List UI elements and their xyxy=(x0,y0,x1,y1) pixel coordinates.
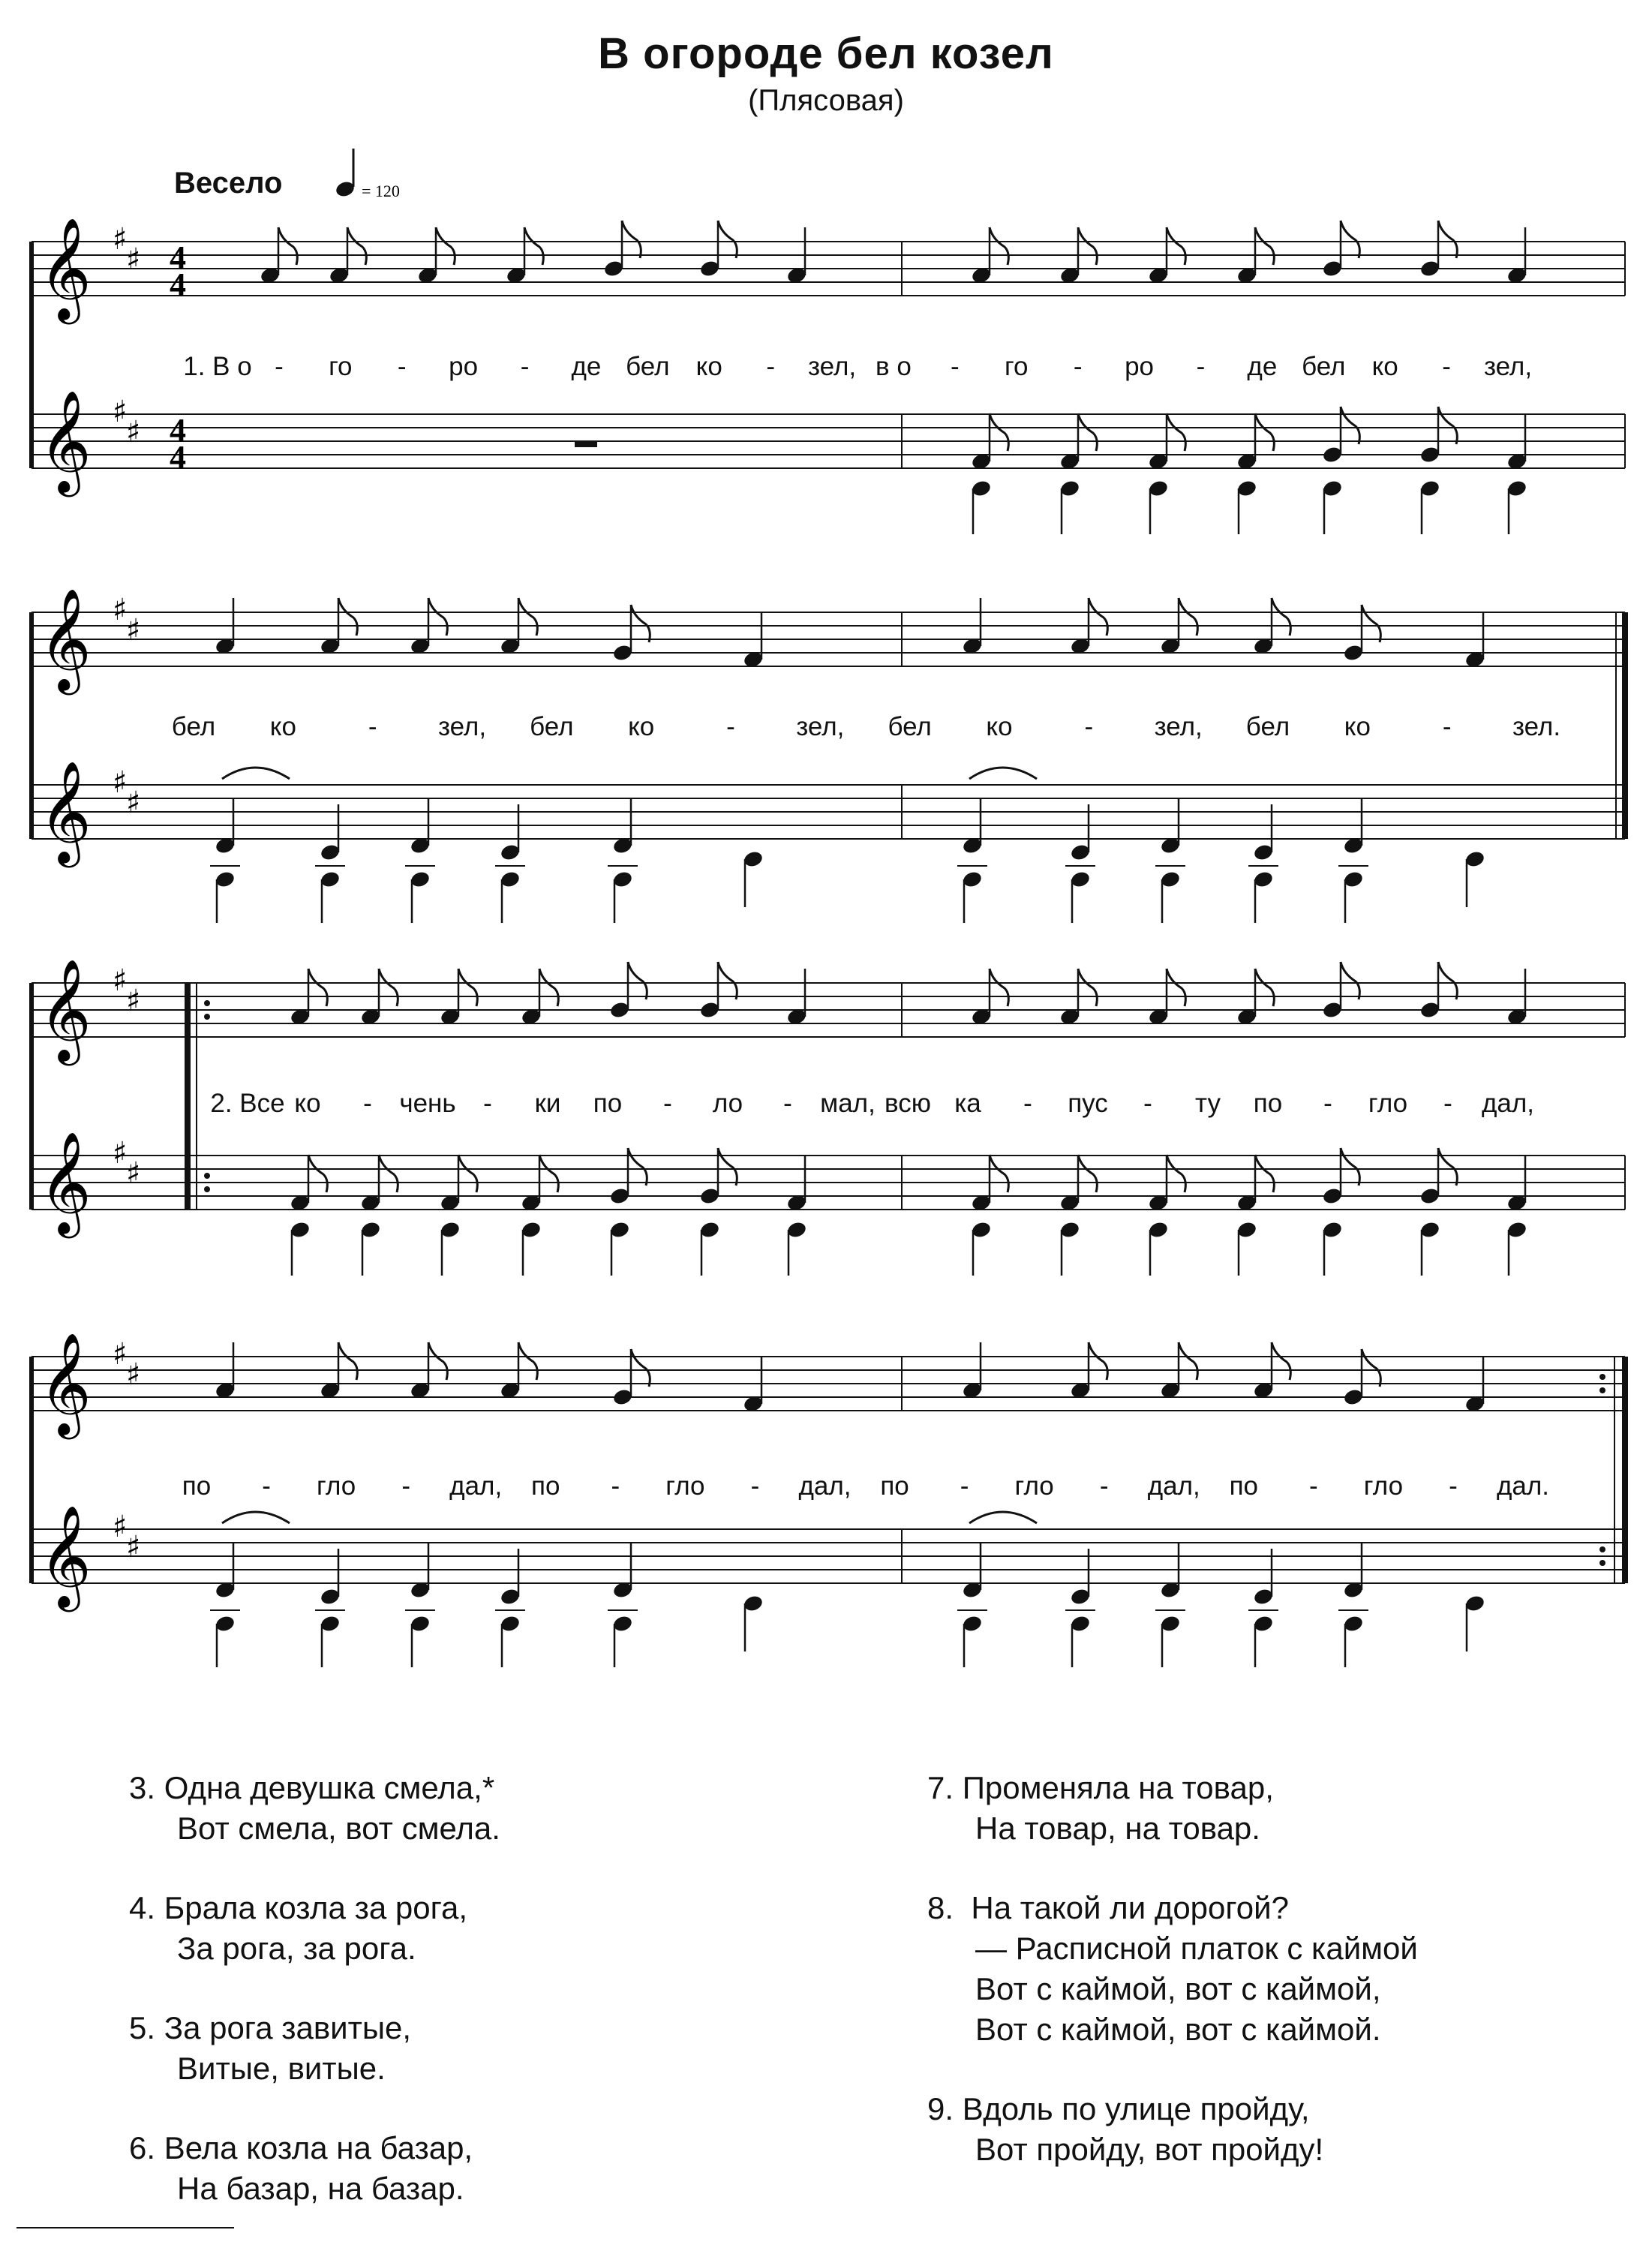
accomp-upper-note-flag xyxy=(458,1155,477,1192)
accomp-upper-note-flag xyxy=(1078,1155,1097,1192)
lyric-syllable: по xyxy=(531,1471,560,1501)
treble-clef: 𝄞 xyxy=(39,587,92,690)
accomp-upper-note-flag xyxy=(990,413,1008,451)
melody-note-flag xyxy=(631,605,650,642)
lyric-syllable: го xyxy=(329,352,353,381)
lyric-syllable: - xyxy=(1442,712,1452,741)
accomp-upper-note-flag xyxy=(308,1155,327,1192)
melody-note-flag xyxy=(347,227,366,265)
melody-note-flag xyxy=(1362,1349,1380,1387)
verse-line: 4. Брала козла за рога, xyxy=(129,1890,467,1925)
lyric-syllable: мал, xyxy=(820,1089,876,1118)
repeat-dot xyxy=(1599,1546,1605,1552)
lyric-syllable: гло xyxy=(1363,1471,1404,1501)
lyric-syllable: по xyxy=(593,1089,623,1118)
lyric-syllable: пус xyxy=(1068,1089,1108,1118)
sharp-c: ♯ xyxy=(126,786,141,820)
lyric-syllable: - xyxy=(262,1471,271,1501)
sharp-f: ♯ xyxy=(113,395,128,429)
sharp-f: ♯ xyxy=(113,222,128,257)
lyric-syllable: дал, xyxy=(1481,1089,1535,1118)
sharp-c: ♯ xyxy=(126,984,141,1018)
lyric-syllable: ло xyxy=(712,1089,743,1118)
melody-note-flag xyxy=(1341,221,1359,258)
lyric-syllable: по xyxy=(880,1471,909,1501)
sharp-f: ♯ xyxy=(113,1337,128,1372)
treble-clef: 𝄞 xyxy=(39,1504,92,1607)
melody-note-flag xyxy=(539,969,558,1006)
lyric-syllable: - xyxy=(766,352,775,381)
time-signature-top: 4 xyxy=(170,239,186,276)
verse-line: Вот с каймой, вот с каймой, xyxy=(975,1971,1381,2006)
verse xyxy=(927,1888,1418,2050)
verse-line: Вот пройду, вот пройду! xyxy=(975,2132,1324,2167)
lyric-syllable: дал, xyxy=(449,1471,503,1501)
lyric-syllable: ко xyxy=(628,712,655,741)
slur xyxy=(969,1512,1037,1523)
lyric-syllable: ко xyxy=(294,1089,321,1118)
lyric-syllable: ко xyxy=(269,712,296,741)
lyric-syllable: зел, xyxy=(1483,352,1533,381)
verse xyxy=(129,1768,500,1849)
lyric-syllable: ту xyxy=(1195,1089,1221,1118)
melody-note-flag xyxy=(1078,227,1097,265)
verse-line: Вот с каймой, вот с каймой. xyxy=(975,2012,1381,2047)
melody-note-flag xyxy=(338,598,357,636)
lyric-syllable: зел, xyxy=(437,712,487,741)
lyric-syllable: ро xyxy=(1125,352,1155,381)
lyric-syllable: - xyxy=(275,352,284,381)
accomp-upper-note-flag xyxy=(1341,1148,1359,1186)
melody-note-flag xyxy=(1179,1342,1197,1380)
lyric-syllable: ки xyxy=(534,1089,561,1118)
lyric-syllable: гло xyxy=(665,1471,705,1501)
melody-note-flag xyxy=(718,962,737,999)
melody-note-flag xyxy=(379,969,398,1006)
lyric-syllable: ка xyxy=(954,1089,981,1118)
accomp-upper-note-flag xyxy=(1438,407,1457,444)
lyric-syllable: - xyxy=(483,1089,492,1118)
lyric-syllable: - xyxy=(611,1471,620,1501)
accomp-upper-note-flag xyxy=(1078,413,1097,451)
lyric-syllable: бел xyxy=(626,352,670,381)
lyric-syllable: в о xyxy=(876,352,912,381)
melody-note-flag xyxy=(428,1342,447,1380)
sharp-c: ♯ xyxy=(126,1530,141,1564)
verse-line: 7. Променяла на товар, xyxy=(927,1770,1274,1805)
lyric-syllable: дал, xyxy=(798,1471,852,1501)
lyric-syllable: - xyxy=(1073,352,1083,381)
lyric-syllable: гло xyxy=(316,1471,356,1501)
repeat-dot xyxy=(1599,1374,1605,1380)
song-subtitle: (Плясовая) xyxy=(748,84,904,117)
verse-line: На товар, на товар. xyxy=(975,1811,1260,1846)
lyric-syllable: - xyxy=(750,1471,760,1501)
repeat-dot xyxy=(1599,1387,1605,1393)
verse-line: — Расписной платок с каймой xyxy=(975,1931,1418,1966)
accomp-upper-note-flag xyxy=(1167,1155,1185,1192)
repeat-dot xyxy=(204,1014,210,1020)
tempo-word: Весело xyxy=(174,167,283,200)
lyric-syllable: - xyxy=(1099,1471,1109,1501)
lyric-syllable: - xyxy=(663,1089,672,1118)
lyric-syllable: гло xyxy=(1014,1471,1054,1501)
lyric-syllable: 1. В о xyxy=(183,352,252,381)
lyric-syllable: бел xyxy=(1245,712,1290,741)
sharp-f: ♯ xyxy=(113,1510,128,1544)
lyric-syllable: бел xyxy=(171,712,216,741)
lyric-syllable: чень xyxy=(399,1089,456,1118)
lyric-syllable: дал, xyxy=(1147,1471,1200,1501)
verse xyxy=(927,2089,1418,2170)
tempo-mm: = 120 xyxy=(362,182,400,200)
melody-note-flag xyxy=(628,962,647,999)
repeat-dot xyxy=(1599,1560,1605,1566)
verse xyxy=(129,2128,500,2209)
melody-note-flag xyxy=(278,227,297,265)
lyric-syllable: - xyxy=(726,712,735,741)
lyric-syllable: ко xyxy=(986,712,1013,741)
verse-line: На базар, на базар. xyxy=(177,2171,464,2206)
lyric-syllable: бел xyxy=(888,712,932,741)
treble-clef: 𝄞 xyxy=(39,389,92,492)
accomp-upper-note-flag xyxy=(1167,413,1185,451)
sharp-c: ♯ xyxy=(126,613,141,648)
verse-line: За рога, за рога. xyxy=(177,1931,416,1966)
sharp-f: ♯ xyxy=(113,963,128,998)
accomp-upper-note-flag xyxy=(718,1148,737,1186)
time-signature-top: 4 xyxy=(170,412,186,449)
melody-note-flag xyxy=(458,969,477,1006)
slur xyxy=(969,768,1037,779)
repeat-dot xyxy=(204,1186,210,1192)
sharp-f: ♯ xyxy=(113,1136,128,1171)
accomp-upper-note-flag xyxy=(628,1148,647,1186)
sharp-f: ♯ xyxy=(113,765,128,800)
melody-note-flag xyxy=(436,227,455,265)
melody-note-flag xyxy=(631,1349,650,1387)
lyric-syllable: - xyxy=(1443,1089,1452,1118)
melody-note-flag xyxy=(338,1342,357,1380)
lyric-syllable: 2. Все xyxy=(210,1089,285,1118)
accomp-upper-note-flag xyxy=(1341,407,1359,444)
lyric-syllable: зел. xyxy=(1512,712,1561,741)
sharp-c: ♯ xyxy=(126,1156,141,1191)
accomp-upper-note-flag xyxy=(1255,413,1274,451)
lyric-syllable: - xyxy=(783,1089,792,1118)
lyric-syllable: зел, xyxy=(807,352,857,381)
sharp-c: ♯ xyxy=(126,242,141,277)
treble-clef: 𝄞 xyxy=(39,1130,92,1234)
lyric-syllable: - xyxy=(368,712,377,741)
verse-line: 5. За рога завитые, xyxy=(129,2010,412,2045)
slur xyxy=(222,1512,290,1523)
melody-note-flag xyxy=(718,221,737,258)
lyric-syllable: го xyxy=(1005,352,1029,381)
lyric-syllable: - xyxy=(1023,1089,1032,1118)
lyric-syllable: - xyxy=(951,352,960,381)
time-signature-bottom: 4 xyxy=(170,439,186,476)
melody-note-flag xyxy=(990,227,1008,265)
sharp-c: ♯ xyxy=(126,1357,141,1392)
verse-line: 9. Вдоль по улице пройду, xyxy=(927,2091,1310,2126)
lyric-syllable: гло xyxy=(1368,1089,1408,1118)
melody-note-flag xyxy=(1078,969,1097,1006)
song-title: В огороде бел козел xyxy=(598,29,1054,78)
verses-right xyxy=(927,1768,1418,2209)
lyric-syllable: зел, xyxy=(1154,712,1203,741)
repeat-dot xyxy=(204,1000,210,1006)
lyric-syllable: - xyxy=(960,1471,969,1501)
lyric-syllable: бел xyxy=(530,712,574,741)
melody-note-flag xyxy=(524,227,543,265)
melody-note-flag xyxy=(990,969,1008,1006)
melody-note-flag xyxy=(1255,227,1274,265)
verse xyxy=(129,2008,500,2089)
melody-note-flag xyxy=(1255,969,1274,1006)
lyric-syllable: ко xyxy=(1344,712,1371,741)
time-signature-bottom: 4 xyxy=(170,266,186,303)
lyric-syllable: - xyxy=(1323,1089,1332,1118)
verse-line: 3. Одна девушка смела,* xyxy=(129,1770,495,1805)
melody-note-flag xyxy=(1272,1342,1290,1380)
verse xyxy=(129,1888,500,1969)
melody-note-flag xyxy=(1341,962,1359,999)
accomp-upper-note-flag xyxy=(990,1155,1008,1192)
melody-note-flag xyxy=(1089,598,1107,636)
slur xyxy=(222,768,290,779)
verse-line: Вот смела, вот смела. xyxy=(177,1811,500,1846)
melody-note-flag xyxy=(622,221,641,258)
melody-note-flag xyxy=(1089,1342,1107,1380)
whole-rest xyxy=(575,441,597,447)
lyric-syllable: - xyxy=(1084,712,1094,741)
repeat-dot xyxy=(204,1173,210,1179)
lyric-syllable: бел xyxy=(1302,352,1346,381)
lyric-syllable: - xyxy=(363,1089,372,1118)
melody-note-flag xyxy=(1272,598,1290,636)
lyric-syllable: по xyxy=(1253,1089,1283,1118)
lyric-syllable: ко xyxy=(695,352,722,381)
lyric-syllable: де xyxy=(571,352,602,381)
lyric-syllable: всю xyxy=(885,1089,931,1118)
verse-line: 6. Вела козла на базар, xyxy=(129,2130,473,2165)
accomp-upper-note-flag xyxy=(379,1155,398,1192)
lyric-syllable: по xyxy=(182,1471,212,1501)
lyric-syllable: - xyxy=(1449,1471,1458,1501)
lyric-syllable: ро xyxy=(449,352,479,381)
lyric-syllable: де xyxy=(1247,352,1278,381)
verse-line: Витые, витые. xyxy=(177,2051,386,2086)
melody-note-flag xyxy=(428,598,447,636)
lyric-syllable: - xyxy=(1309,1471,1318,1501)
verses-left xyxy=(129,1768,500,2248)
sharp-c: ♯ xyxy=(126,415,141,449)
treble-clef: 𝄞 xyxy=(39,216,92,320)
melody-note-flag xyxy=(308,969,327,1006)
treble-clef: 𝄞 xyxy=(39,957,92,1061)
melody-note-flag xyxy=(1438,962,1457,999)
lyric-syllable: - xyxy=(397,352,407,381)
footnote-rule xyxy=(17,2227,234,2228)
melody-note-flag xyxy=(518,1342,537,1380)
lyric-syllable: дал. xyxy=(1496,1471,1550,1501)
lyric-syllable: - xyxy=(520,352,530,381)
melody-note-flag xyxy=(1438,221,1457,258)
treble-clef: 𝄞 xyxy=(39,1331,92,1435)
verse-line: 8. На такой ли дорогой? xyxy=(927,1890,1289,1925)
verse xyxy=(927,1768,1418,1849)
melody-note-flag xyxy=(1167,969,1185,1006)
melody-note-flag xyxy=(1179,598,1197,636)
treble-clef: 𝄞 xyxy=(39,759,92,863)
melody-note-flag xyxy=(518,598,537,636)
lyric-syllable: зел, xyxy=(796,712,845,741)
accomp-upper-note-flag xyxy=(1255,1155,1274,1192)
accomp-upper-note-flag xyxy=(539,1155,558,1192)
lyric-syllable: по xyxy=(1229,1471,1259,1501)
melody-note-flag xyxy=(1362,605,1380,642)
melody-note-flag xyxy=(1167,227,1185,265)
lyric-syllable: - xyxy=(1196,352,1206,381)
lyric-syllable: - xyxy=(401,1471,410,1501)
lyric-syllable: - xyxy=(1442,352,1451,381)
accomp-upper-note-flag xyxy=(1438,1148,1457,1186)
lyric-syllable: ко xyxy=(1371,352,1398,381)
lyric-syllable: - xyxy=(1143,1089,1152,1118)
sharp-f: ♯ xyxy=(113,593,128,627)
